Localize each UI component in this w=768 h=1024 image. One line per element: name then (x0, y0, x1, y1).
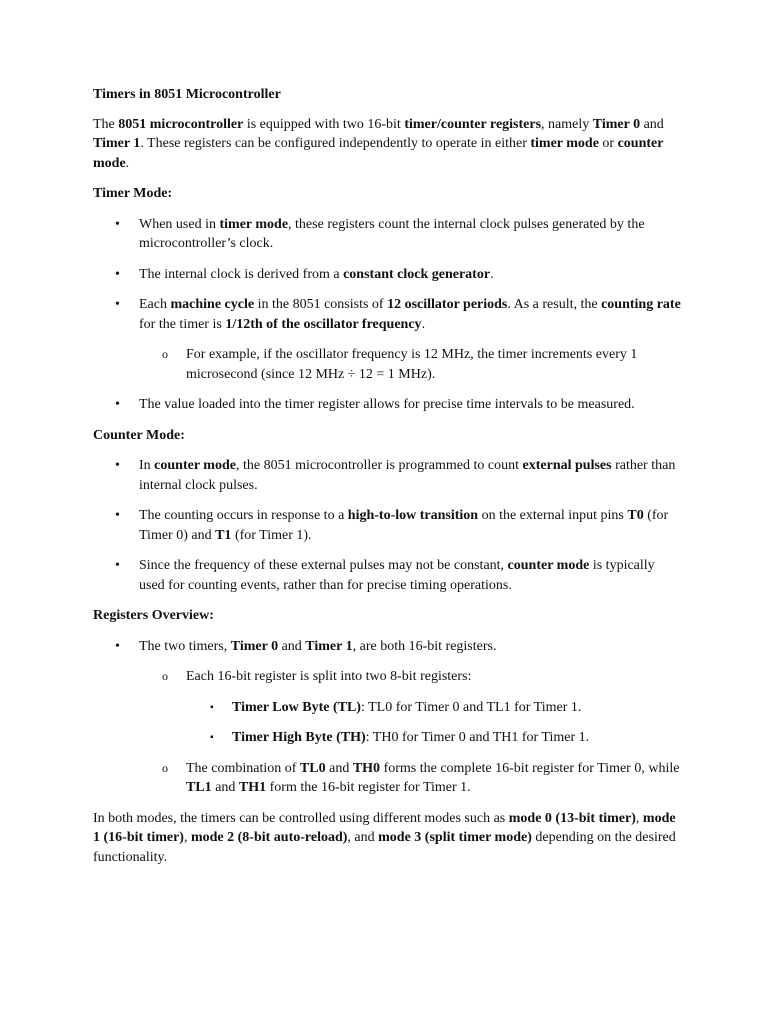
list-item: • When used in timer mode, these registers count the internal clock pulses generated by the microcontroller’s clock. (115, 216, 645, 251)
list-item: • The two timers, Timer 0 and Timer 1, are both 16-bit registers. (93, 637, 683, 657)
bullet-disc: • (115, 297, 120, 312)
list-item: • The internal clock is derived from a constant clock generator. (93, 265, 683, 285)
timer-mode-heading: Timer Mode: (93, 186, 173, 201)
counter-mode-list (93, 456, 683, 595)
sub-list-item: o The combination of TL0 and TH0 forms the complete 16-bit register for Timer 0, while TL1 and TH1 form the 16-bit register for Timer 1. (162, 760, 680, 795)
document-page (93, 85, 683, 878)
registers-heading: Registers Overview: (93, 608, 214, 623)
bullet-disc: • (115, 508, 120, 523)
document-title: Timers in 8051 Microcontroller (93, 87, 281, 102)
bullet-disc: • (115, 216, 120, 232)
sub-sub-list-item: ▪ Timer High Byte (TH): TH0 for Timer 0 and TH1 for Timer 1. (93, 728, 683, 748)
bullet-circle: o (162, 669, 168, 683)
sub-list-item: o For example, if the oscillator frequency is 12 MHz, the timer increments every 1 microsecond (since 12 MHz ÷ 12 = 1 MHz). (162, 347, 638, 382)
bullet-disc: • (115, 558, 120, 573)
bullet-circle: o (162, 760, 168, 775)
list-item: • In counter mode, the 8051 microcontroller is programmed to count external pulses rather than internal clock pulses. (115, 458, 676, 493)
sub-list-item: o Each 16-bit register is split into two 8-bit registers: (93, 667, 683, 687)
counter-mode-heading: Counter Mode: (93, 427, 185, 443)
list-item: • Since the frequency of these external pulses may not be constant, counter mode is typically used for counting events, rather than for precise timing operations. (115, 558, 655, 593)
registers-list (93, 637, 683, 798)
bullet-disc: • (115, 397, 120, 412)
sub-sub-list-item: ▪ Timer Low Byte (TL): TL0 for Timer 0 and TL1 for Timer 1. (93, 698, 683, 718)
timer-mode-list (93, 215, 683, 415)
bullet-disc: • (115, 266, 120, 282)
list-item: • The value loaded into the timer register allows for precise time intervals to be measured. (93, 395, 683, 415)
bullet-disc: • (115, 638, 120, 654)
list-item: • Each machine cycle in the 8051 consists of 12 oscillator periods. As a result, the counting rate for the timer is 1/12th of the oscillator frequency. (115, 297, 681, 332)
closing-paragraph: In both modes, the timers can be controlled using different modes such as mode 0 (13-bit timer), mode 1 (16-bit timer), mode 2 (8-bit auto-reload), and mode 3 (split timer mode) depending on the desired functionality. (93, 810, 676, 865)
bullet-circle: o (162, 347, 168, 361)
bullet-square: ▪ (210, 701, 214, 713)
bullet-disc: • (115, 458, 120, 473)
list-item: • The counting occurs in response to a high-to-low transition on the external input pins T0 (for Timer 0) and T1 (for Timer 1). (115, 508, 669, 543)
bullet-square: ▪ (210, 732, 214, 743)
intro-paragraph: The 8051 microcontroller is equipped with two 16-bit timer/counter registers, namely Timer 0 and Timer 1. These registers can be configured independently to operate in either timer mode or counter mode. (93, 116, 664, 171)
